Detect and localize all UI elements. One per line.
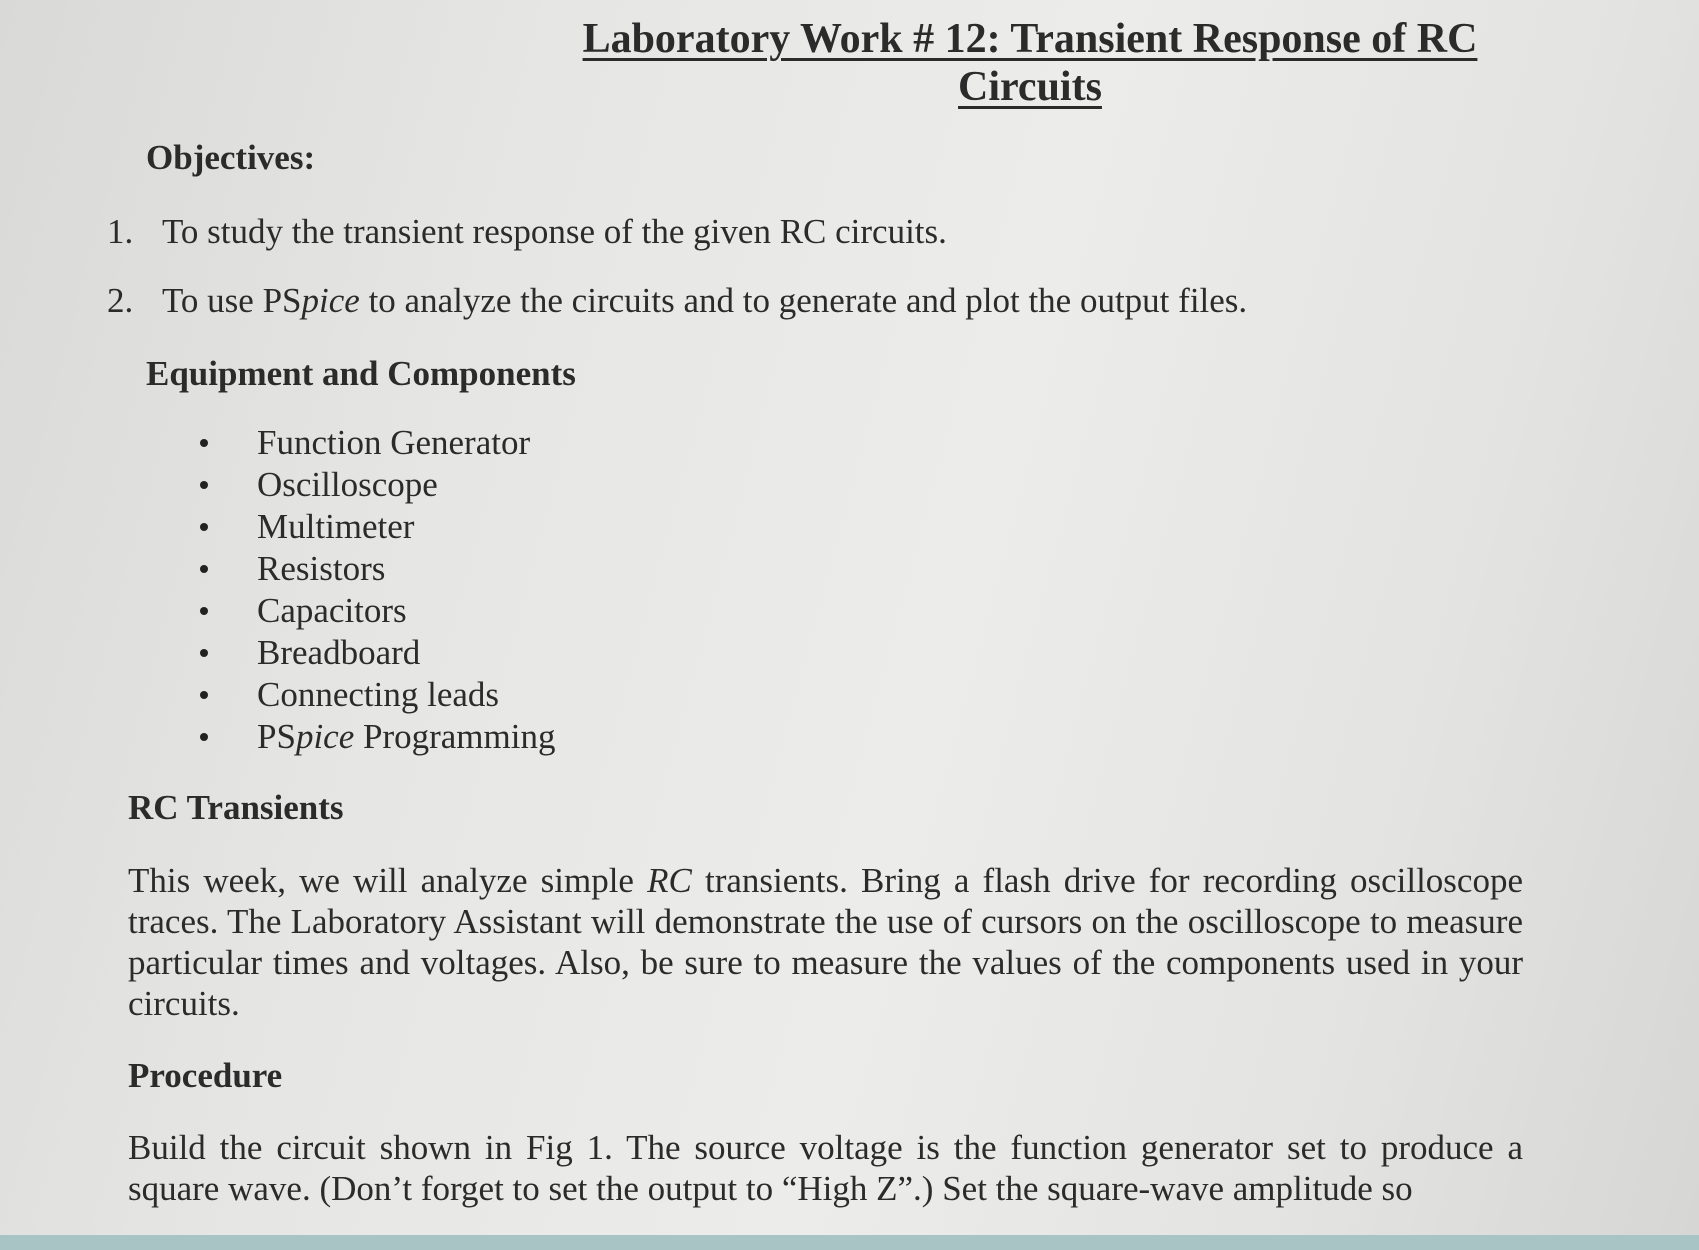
list-item-text: Resistors bbox=[257, 549, 386, 588]
paragraph-text-pre: This week, we will analyze simple bbox=[128, 861, 648, 900]
bullet-icon bbox=[200, 691, 208, 699]
bullet-icon bbox=[200, 733, 208, 741]
bullet-icon bbox=[200, 565, 208, 573]
list-item-text: Breadboard bbox=[257, 633, 421, 672]
list-item-text: Function Generator bbox=[257, 423, 531, 462]
page-title-line1: Laboratory Work # 12: Transient Response of RC bbox=[582, 16, 1478, 62]
objective-text-pre: To use PS bbox=[162, 281, 302, 320]
rc-transients-paragraph bbox=[128, 860, 1523, 1024]
list-item-text: Capacitors bbox=[257, 591, 407, 630]
page-title-line2: Circuits bbox=[958, 64, 1102, 110]
objective-number: 2. bbox=[107, 281, 134, 320]
objective-text-post: to analyze the circuits and to generate and plot the output files. bbox=[359, 281, 1248, 320]
list-item-text: Multimeter bbox=[257, 507, 415, 546]
screen-bottom-edge bbox=[0, 1235, 1699, 1250]
list-item-text: Connecting leads bbox=[257, 675, 500, 714]
list-item-text-italic: pice bbox=[295, 717, 355, 756]
procedure-paragraph: Build the circuit shown in Fig 1. The source voltage is the function generator set to produce a square wave. (Don’t forget to set the output to “High Z”.) Set the square-wave amplitude so bbox=[128, 1128, 1523, 1208]
objective-number: 1. bbox=[107, 212, 134, 251]
bullet-icon bbox=[200, 439, 208, 447]
paragraph-text-italic: RC bbox=[647, 861, 692, 900]
paragraph-text-post: transients. Bring a flash drive for recording oscilloscope traces. The Laboratory Assistant will demonstrate the use of cursors on the oscilloscope to measure particular times and voltages. Also, be sure to measure the values of the components used in your circuits. bbox=[128, 861, 1523, 1023]
rc-transients-heading: RC Transients bbox=[128, 788, 344, 827]
objective-text: To study the transient response of the given RC circuits. bbox=[162, 212, 947, 251]
objective-text bbox=[162, 281, 1247, 321]
list-item-text: Oscilloscope bbox=[257, 465, 438, 504]
procedure-heading: Procedure bbox=[128, 1056, 283, 1095]
equipment-heading: Equipment and Components bbox=[146, 354, 576, 393]
objectives-heading: Objectives: bbox=[146, 138, 316, 177]
bullet-icon bbox=[200, 523, 208, 531]
list-item-text-pre: PS bbox=[257, 717, 296, 756]
bullet-icon bbox=[200, 649, 208, 657]
objective-text-italic: pice bbox=[301, 281, 360, 320]
bullet-icon bbox=[200, 607, 208, 615]
list-item-text-post: Programming bbox=[354, 717, 556, 756]
bullet-icon bbox=[200, 481, 208, 489]
list-item-text bbox=[257, 716, 555, 758]
